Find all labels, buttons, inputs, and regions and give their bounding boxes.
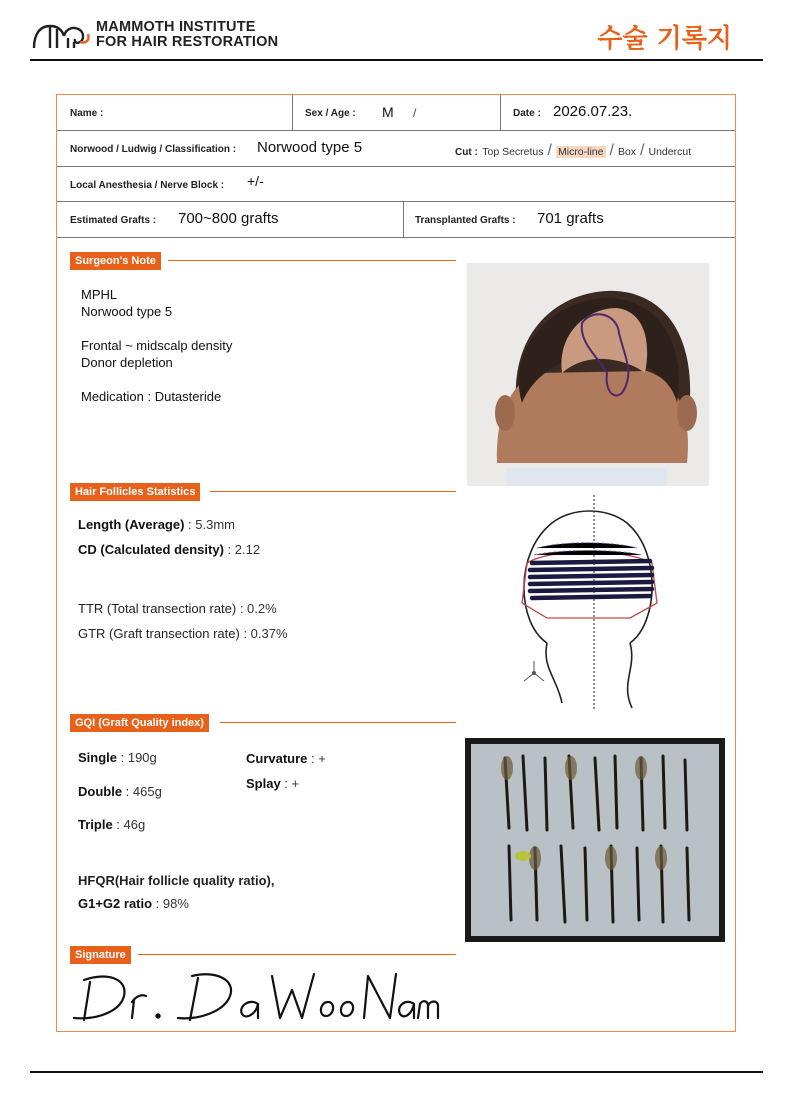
mammoth-logo-icon <box>30 20 92 52</box>
note-line: Donor depletion <box>81 355 173 370</box>
triple-label: Triple <box>78 817 113 832</box>
institute-line2: FOR HAIR RESTORATION <box>96 34 279 50</box>
date-field[interactable]: 2026.07.23. <box>553 103 633 120</box>
double-value: : 465g <box>122 784 162 799</box>
sex-field[interactable]: M <box>382 104 394 120</box>
length-value: : 5.3mm <box>184 517 235 532</box>
donor-area-diagram <box>512 493 662 711</box>
double-stat <box>78 784 162 799</box>
g1g2-label: G1+G2 ratio <box>78 896 153 911</box>
header-divider <box>30 59 763 61</box>
curvature-label: Curvature <box>246 751 308 766</box>
anesthesia-label: Local Anesthesia / Nerve Block : <box>70 180 225 191</box>
g1g2-stat <box>78 896 189 911</box>
cut-option-top-secretus[interactable]: Top Secretus <box>482 146 544 158</box>
note-spacer <box>81 320 232 337</box>
cd-label: CD (Calculated density) <box>78 542 224 557</box>
cd-value: : 2.12 <box>223 542 261 557</box>
age-separator: / <box>413 106 417 120</box>
classification-label: Norwood / Ludwig / Classification : <box>70 144 237 155</box>
gtr-value: : 0.37% <box>239 626 288 641</box>
gtr-label: GTR (Graft transection rate) <box>78 626 240 641</box>
single-stat <box>78 750 157 765</box>
column-divider <box>292 95 293 130</box>
g1g2-value: : 98% <box>152 896 189 911</box>
note-line: Medication : Dutasteride <box>81 389 222 404</box>
form-row-grafts <box>57 202 735 238</box>
column-divider <box>500 95 501 130</box>
cut-option-undercut[interactable]: Undercut <box>648 146 692 158</box>
scalp-photo <box>467 263 709 486</box>
handwritten-signature <box>66 962 446 1026</box>
cut-label: Cut : <box>455 147 478 158</box>
classification-field[interactable]: Norwood type 5 <box>257 139 363 156</box>
ttr-stat <box>78 601 277 616</box>
note-line: Norwood type 5 <box>81 304 173 319</box>
follicle-microscope-photo <box>465 738 725 942</box>
section-rule <box>210 491 456 492</box>
section-rule <box>220 722 456 723</box>
curvature-value: : + <box>307 751 326 766</box>
single-value: : 190g <box>117 750 157 765</box>
cut-option-micro-line[interactable]: Micro-line <box>557 146 604 158</box>
section-rule <box>168 260 456 261</box>
curvature-stat <box>246 751 326 766</box>
section-rule <box>138 954 456 955</box>
triple-stat <box>78 817 145 832</box>
institute-line1: MAMMOTH INSTITUTE <box>96 19 256 35</box>
ttr-value: : 0.2% <box>236 601 277 616</box>
triple-value: : 46g <box>112 817 146 832</box>
institute-name <box>96 20 278 50</box>
form-row-anesthesia <box>57 167 735 202</box>
note-spacer <box>81 371 232 388</box>
date-label: Date : <box>513 108 541 119</box>
cut-option-box[interactable]: Box <box>617 146 637 158</box>
ttr-label: TTR (Total transection rate) <box>78 601 237 616</box>
document-title: 수술 기록지 <box>597 24 732 54</box>
note-line: Frontal ~ midscalp density <box>81 338 233 353</box>
cd-stat <box>78 542 260 557</box>
form-row-name <box>57 95 735 131</box>
gqi-heading: GQI (Graft Quality index) <box>70 714 209 732</box>
form-row-classification <box>57 131 735 167</box>
length-label: Length (Average) <box>78 517 185 532</box>
cut-options: Cut : Top Secretus / Micro-line / Box / Undercut <box>455 142 692 159</box>
name-label: Name : <box>70 108 104 119</box>
surgeon-note-heading: Surgeon's Note <box>70 252 161 270</box>
surgeon-note-body <box>81 286 232 405</box>
estimated-grafts-label: Estimated Grafts : <box>70 215 157 226</box>
column-divider <box>403 202 404 237</box>
double-label: Double <box>78 784 123 799</box>
length-stat <box>78 517 235 532</box>
transplanted-grafts-field[interactable]: 701 grafts <box>537 210 604 227</box>
gtr-stat <box>78 626 288 641</box>
footer-divider <box>30 1071 763 1073</box>
anesthesia-field[interactable]: +/- <box>247 173 264 189</box>
splay-label: Splay <box>246 776 281 791</box>
estimated-grafts-field[interactable]: 700~800 grafts <box>178 210 279 227</box>
signature-heading: Signature <box>70 946 131 964</box>
single-label: Single <box>78 750 118 765</box>
transplanted-grafts-label: Transplanted Grafts : <box>415 215 516 226</box>
splay-stat <box>246 776 299 791</box>
follicle-stats-heading: Hair Follicles Statistics <box>70 483 200 501</box>
sex-age-label: Sex / Age : <box>305 108 356 119</box>
note-line: MPHL <box>81 287 118 302</box>
splay-value: : + <box>280 776 300 791</box>
hfqr-label: HFQR(Hair follicle quality ratio), <box>78 873 275 888</box>
